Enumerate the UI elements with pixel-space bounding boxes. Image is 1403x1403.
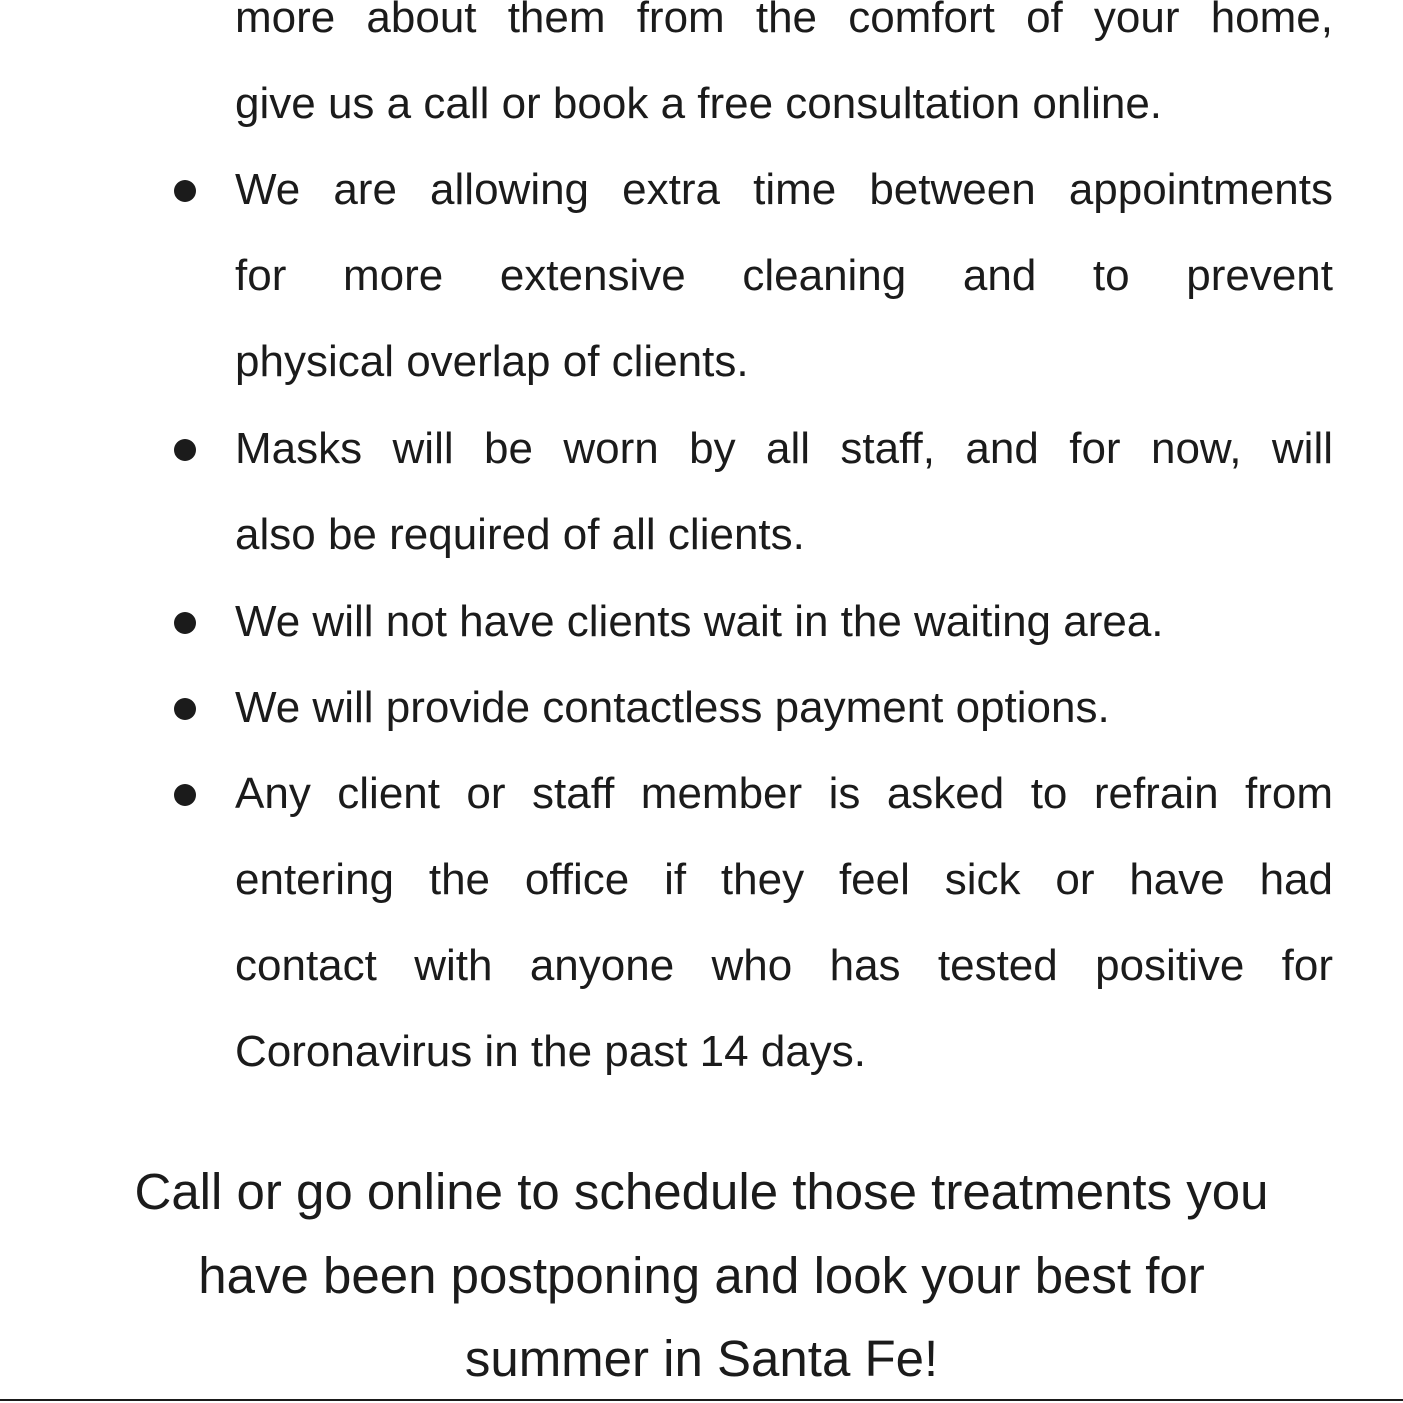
- bullet-3-line-1: We will not have clients wait in the waiting area.: [235, 597, 1164, 646]
- bullet-1-line-2: for more extensive cleaning and to prevent: [235, 251, 1333, 300]
- bottom-divider: [0, 1399, 1403, 1401]
- bullet-dot: [174, 439, 196, 461]
- bullet-4-line-1: We will provide contactless payment options.: [235, 683, 1110, 732]
- bullet-2-line-1: Masks will be worn by all staff, and for now, will: [235, 424, 1333, 473]
- bullet-5-line-4: Coronavirus in the past 14 days.: [235, 1027, 867, 1076]
- bullet-5-line-1: Any client or staff member is asked to refrain from: [235, 769, 1333, 818]
- bullet-5-line-3: contact with anyone who has tested positive for: [235, 941, 1333, 990]
- bullet-dot: [174, 180, 196, 202]
- bullet-1-line-3: physical overlap of clients.: [235, 337, 749, 386]
- closing-line-2: have been postponing and look your best for: [198, 1247, 1205, 1304]
- bullet-5-line-2: entering the office if they feel sick or have had: [235, 855, 1333, 904]
- bullet-dot: [174, 784, 196, 806]
- bullet-2-line-2: also be required of all clients.: [235, 510, 805, 559]
- intro-line-1: more about them from the comfort of your home,: [235, 0, 1333, 42]
- closing-line-1: Call or go online to schedule those treatments you: [134, 1163, 1269, 1220]
- bullet-dot: [174, 698, 196, 720]
- closing-line-3: summer in Santa Fe!: [464, 1330, 939, 1387]
- bullet-dot: [174, 612, 196, 634]
- intro-line-2: give us a call or book a free consultation online.: [235, 79, 1163, 128]
- bullet-1-line-1: We are allowing extra time between appointments: [235, 165, 1333, 214]
